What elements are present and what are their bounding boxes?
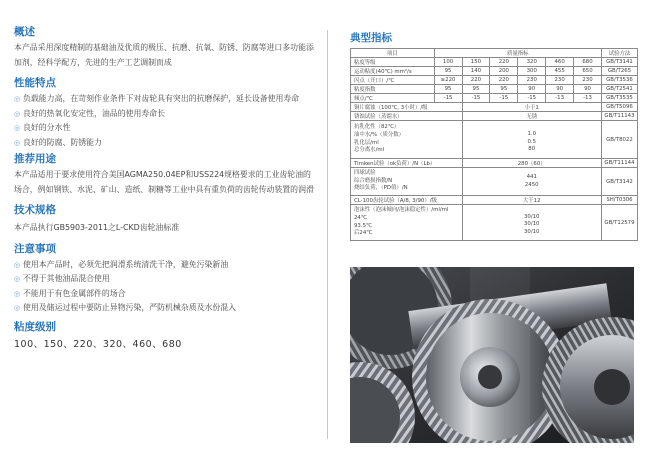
cell: 230 bbox=[518, 76, 546, 85]
ring-bullet-icon: ◎ bbox=[14, 304, 21, 312]
cell: 300 bbox=[518, 67, 546, 76]
table-row bbox=[351, 159, 638, 168]
grades-text: 100、150、220、320、460、680 bbox=[14, 338, 182, 350]
features-title: 性能特点 bbox=[14, 77, 56, 89]
table-row bbox=[351, 94, 638, 103]
table-row bbox=[351, 205, 638, 241]
header-item: 项目 bbox=[351, 49, 435, 58]
cell: 90 bbox=[546, 85, 574, 94]
row-name bbox=[351, 121, 463, 159]
cell: 95 bbox=[490, 85, 518, 94]
overview-title: 概述 bbox=[14, 26, 35, 38]
cell-line: 2450 bbox=[524, 181, 539, 188]
row-name-line: 乳化层/ml bbox=[354, 139, 379, 146]
cell: -13 bbox=[574, 94, 602, 103]
cell: 230 bbox=[574, 76, 602, 85]
feature-item bbox=[14, 92, 314, 107]
method-cell: GB/T3142 bbox=[601, 168, 637, 196]
ring-bullet-icon: ◎ bbox=[14, 289, 21, 298]
method-cell: SH/T0306 bbox=[601, 196, 637, 205]
row-name-line: 四球试验 bbox=[354, 170, 376, 177]
note-item bbox=[14, 301, 314, 316]
row-name: 闪点（开口）/℃ bbox=[351, 76, 435, 85]
row-name: Timken试验（ok负荷）/N（Lb） bbox=[351, 159, 463, 168]
cell: -15 bbox=[518, 94, 546, 103]
cell: 95 bbox=[462, 85, 490, 94]
method-cell: GB/T8022 bbox=[601, 121, 637, 159]
cell: 140 bbox=[462, 67, 490, 76]
cell: 大于12 bbox=[462, 196, 601, 205]
cell: 230 bbox=[546, 76, 574, 85]
cell: 220 bbox=[490, 58, 518, 67]
cell: 150 bbox=[462, 58, 490, 67]
cell: 455 bbox=[546, 67, 574, 76]
cell: 小于1 bbox=[462, 103, 601, 112]
row-name: CL-100齿轮试验（A/8, 3/90）/级 bbox=[351, 196, 463, 205]
row-name-line: 总分离水/ml bbox=[354, 147, 385, 154]
method-cell: GB/T12579 bbox=[601, 205, 637, 241]
ring-bullet-icon: ◎ bbox=[14, 95, 21, 103]
row-name bbox=[351, 205, 463, 241]
cell-line: 80 bbox=[528, 146, 536, 153]
feature-item bbox=[14, 107, 314, 122]
note-text: 不得于其他油品混合使用 bbox=[23, 274, 110, 283]
usage-title: 推荐用途 bbox=[14, 153, 56, 165]
row-name bbox=[351, 168, 463, 196]
table-row bbox=[351, 196, 638, 205]
method-cell: GB/T11143 bbox=[601, 112, 637, 121]
cell-line: 441 bbox=[526, 173, 537, 180]
cell: 650 bbox=[574, 67, 602, 76]
table-row bbox=[351, 168, 638, 196]
table-row bbox=[351, 112, 638, 121]
method-cell: GB/T3536 bbox=[601, 76, 637, 85]
row-name-line: 泡沫性（泡沫倾向/泡沫稳定性）/ml/ml bbox=[354, 207, 449, 214]
cell: 320 bbox=[518, 58, 546, 67]
ring-bullet-icon: ◎ bbox=[14, 138, 21, 147]
cell: 220 bbox=[490, 76, 518, 85]
gear-photo bbox=[350, 267, 634, 443]
cell: ≥220 bbox=[434, 76, 462, 85]
table-row bbox=[351, 58, 638, 67]
cell: 95 bbox=[434, 67, 462, 76]
right-column bbox=[350, 30, 638, 241]
feature-item bbox=[14, 121, 314, 136]
cell-line: 0.5 bbox=[527, 138, 537, 145]
ring-bullet-icon: ◎ bbox=[14, 260, 21, 269]
ring-bullet-icon: ◎ bbox=[14, 275, 21, 283]
note-item bbox=[14, 287, 314, 302]
row-name: 铜片腐蚀（100℃, 3小时）/级 bbox=[351, 103, 463, 112]
cell: 280（60） bbox=[462, 159, 601, 168]
cell: 90 bbox=[518, 85, 546, 94]
row-name-line: 后24℃ bbox=[354, 230, 373, 237]
cell: 无锈 bbox=[462, 112, 601, 121]
method-cell: GB/T11144 bbox=[601, 159, 637, 168]
feature-text: 良好的防腐、防锈能力 bbox=[23, 137, 102, 147]
feature-text: 良好的热氧化安定性，油品的使用寿命长 bbox=[23, 108, 166, 118]
header-quality: 质量指标 bbox=[434, 49, 601, 58]
gear-illustration bbox=[350, 267, 634, 443]
table-row bbox=[351, 103, 638, 112]
row-name-line: 油中水/%（质分数） bbox=[354, 131, 405, 138]
row-name: 粘度等级 bbox=[351, 58, 435, 67]
row-name: 倾点/℃ bbox=[351, 94, 435, 103]
feature-item bbox=[14, 136, 314, 151]
spec-title: 技术规格 bbox=[14, 204, 56, 216]
ring-bullet-icon: ◎ bbox=[14, 109, 21, 118]
row-name: 运动粘度(40℃) mm²/s bbox=[351, 67, 435, 76]
cell: -15 bbox=[462, 94, 490, 103]
cell-line: 1.0 bbox=[527, 131, 537, 138]
cell: 100 bbox=[434, 58, 462, 67]
method-cell: GB/T2541 bbox=[601, 85, 637, 94]
table-row bbox=[351, 121, 638, 159]
header-method: 试验方法 bbox=[601, 49, 637, 58]
ring-bullet-icon: ◎ bbox=[14, 124, 21, 132]
cell: 680 bbox=[574, 58, 602, 67]
note-text: 不能用于有色金属部件的场合 bbox=[23, 288, 126, 298]
row-name-line: 烧结负荷，（PD值）/N bbox=[354, 185, 408, 192]
method-cell: GB/T5096 bbox=[601, 103, 637, 112]
cell bbox=[462, 121, 601, 159]
cell: -13 bbox=[546, 94, 574, 103]
table-row bbox=[351, 76, 638, 85]
overview-text: 本产品采用深度精制的基础油及优质的极压、抗磨、抗氧、防锈、防腐等进口多功能添加剂，经科学配方，先进的生产工艺调制而成 bbox=[14, 43, 314, 67]
notes-title: 注意事项 bbox=[14, 242, 56, 255]
cell: -15 bbox=[434, 94, 462, 103]
cell-line: 30/10 bbox=[523, 213, 540, 220]
cell-line: 30/10 bbox=[523, 228, 540, 235]
method-cell: GB/T3535 bbox=[601, 94, 637, 103]
row-name-line: 抗乳化性（82℃） bbox=[354, 124, 400, 131]
typical-specs-title: 典型指标 bbox=[350, 32, 392, 44]
row-name: 粘度指数 bbox=[351, 85, 435, 94]
cell bbox=[462, 168, 601, 196]
usage-text: 本产品适用于要求使用符合美国AGMA250.04EP和USS224规格要求的工业齿轮油的场合，例如钢铁、水泥、矿山、造纸、制糖等工业中具有重负荷的齿轮传动装置的润滑 bbox=[14, 170, 314, 194]
row-name-line: 综合磨损指数/N bbox=[354, 177, 393, 184]
cell: 95 bbox=[434, 85, 462, 94]
method-cell: GB/T265 bbox=[601, 67, 637, 76]
left-column bbox=[14, 22, 314, 350]
cell: 460 bbox=[546, 58, 574, 67]
table-header-row bbox=[351, 49, 638, 58]
cell bbox=[462, 205, 601, 241]
row-name-line: 93.5℃ bbox=[354, 222, 373, 229]
note-item bbox=[14, 272, 314, 287]
spec-text: 本产品执行GB5903-2011之L-CKD齿轮油标准 bbox=[14, 223, 180, 232]
table-row bbox=[351, 67, 638, 76]
cell: -15 bbox=[490, 94, 518, 103]
feature-text: 负载能力高，在苛刻作业条件下对齿轮具有突出的抗磨保护，延长设备使用寿命 bbox=[23, 94, 300, 103]
grades-title: 粘度级别 bbox=[14, 320, 56, 333]
column-divider bbox=[327, 30, 328, 439]
cell: 220 bbox=[462, 76, 490, 85]
note-text: 使用本产品时，必须先把润滑系统清洗干净，避免污染新油 bbox=[23, 259, 229, 269]
cell: 90 bbox=[574, 85, 602, 94]
cell: 200 bbox=[490, 67, 518, 76]
feature-text: 良好的分水性 bbox=[23, 123, 71, 132]
row-name-line: 24℃ bbox=[354, 214, 367, 221]
row-name: 锈蚀试验（蒸馏水） bbox=[351, 112, 463, 121]
specs-table bbox=[350, 48, 638, 241]
note-item bbox=[14, 258, 314, 273]
cell-line: 30/10 bbox=[523, 221, 540, 228]
table-row bbox=[351, 85, 638, 94]
method-cell: GB/T3141 bbox=[601, 58, 637, 67]
note-text: 使用及储运过程中要防止异物污染，严防机械杂质及水份混入 bbox=[23, 303, 237, 312]
